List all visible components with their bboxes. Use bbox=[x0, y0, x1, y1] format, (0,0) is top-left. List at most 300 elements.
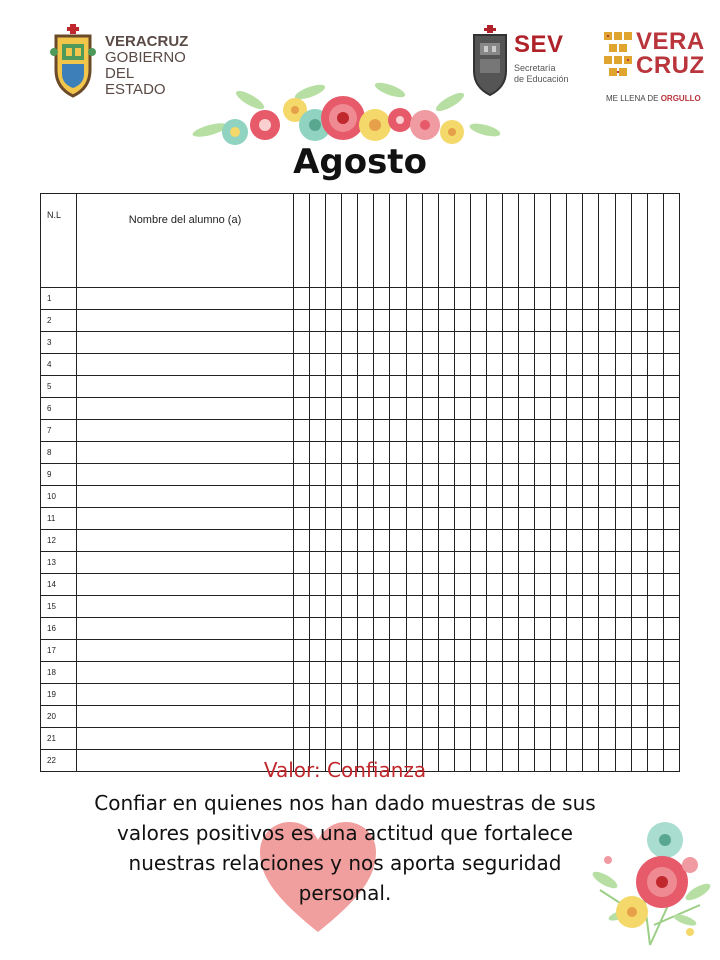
attendance-cell[interactable] bbox=[519, 288, 535, 310]
attendance-cell[interactable] bbox=[663, 486, 679, 508]
attendance-cell[interactable] bbox=[615, 662, 631, 684]
attendance-cell[interactable] bbox=[294, 684, 310, 706]
attendance-cell[interactable] bbox=[310, 618, 326, 640]
attendance-cell[interactable] bbox=[663, 310, 679, 332]
attendance-cell[interactable] bbox=[567, 288, 583, 310]
attendance-cell[interactable] bbox=[358, 420, 374, 442]
attendance-cell[interactable] bbox=[583, 332, 599, 354]
attendance-cell[interactable] bbox=[663, 442, 679, 464]
attendance-cell[interactable] bbox=[326, 728, 342, 750]
attendance-cell[interactable] bbox=[647, 310, 663, 332]
attendance-cell[interactable] bbox=[374, 552, 390, 574]
attendance-cell[interactable] bbox=[422, 728, 438, 750]
attendance-cell[interactable] bbox=[519, 640, 535, 662]
attendance-cell[interactable] bbox=[583, 310, 599, 332]
attendance-cell[interactable] bbox=[631, 618, 647, 640]
attendance-cell[interactable] bbox=[310, 464, 326, 486]
attendance-cell[interactable] bbox=[647, 618, 663, 640]
attendance-cell[interactable] bbox=[519, 332, 535, 354]
attendance-cell[interactable] bbox=[486, 354, 502, 376]
attendance-cell[interactable] bbox=[503, 640, 519, 662]
attendance-cell[interactable] bbox=[438, 376, 454, 398]
attendance-cell[interactable] bbox=[438, 618, 454, 640]
attendance-cell[interactable] bbox=[567, 574, 583, 596]
attendance-cell[interactable] bbox=[342, 552, 358, 574]
attendance-cell[interactable] bbox=[406, 662, 422, 684]
attendance-cell[interactable] bbox=[454, 508, 470, 530]
attendance-cell[interactable] bbox=[470, 640, 486, 662]
attendance-cell[interactable] bbox=[438, 530, 454, 552]
attendance-cell[interactable] bbox=[374, 332, 390, 354]
attendance-cell[interactable] bbox=[438, 354, 454, 376]
attendance-cell[interactable] bbox=[663, 618, 679, 640]
attendance-cell[interactable] bbox=[519, 552, 535, 574]
attendance-cell[interactable] bbox=[326, 420, 342, 442]
attendance-cell[interactable] bbox=[647, 684, 663, 706]
attendance-cell[interactable] bbox=[294, 398, 310, 420]
attendance-cell[interactable] bbox=[470, 728, 486, 750]
attendance-cell[interactable] bbox=[422, 596, 438, 618]
attendance-cell[interactable] bbox=[615, 376, 631, 398]
attendance-cell[interactable] bbox=[438, 552, 454, 574]
attendance-cell[interactable] bbox=[358, 464, 374, 486]
attendance-cell[interactable] bbox=[503, 706, 519, 728]
attendance-cell[interactable] bbox=[663, 596, 679, 618]
attendance-cell[interactable] bbox=[486, 596, 502, 618]
attendance-cell[interactable] bbox=[326, 552, 342, 574]
attendance-cell[interactable] bbox=[406, 706, 422, 728]
attendance-cell[interactable] bbox=[567, 332, 583, 354]
attendance-cell[interactable] bbox=[342, 728, 358, 750]
attendance-cell[interactable] bbox=[470, 552, 486, 574]
attendance-cell[interactable] bbox=[454, 684, 470, 706]
attendance-cell[interactable] bbox=[294, 530, 310, 552]
attendance-cell[interactable] bbox=[390, 728, 406, 750]
attendance-cell[interactable] bbox=[390, 464, 406, 486]
attendance-cell[interactable] bbox=[567, 552, 583, 574]
attendance-cell[interactable] bbox=[663, 420, 679, 442]
attendance-cell[interactable] bbox=[374, 530, 390, 552]
attendance-cell[interactable] bbox=[358, 508, 374, 530]
attendance-cell[interactable] bbox=[503, 618, 519, 640]
attendance-cell[interactable] bbox=[615, 354, 631, 376]
attendance-cell[interactable] bbox=[422, 706, 438, 728]
attendance-cell[interactable] bbox=[567, 684, 583, 706]
attendance-cell[interactable] bbox=[390, 596, 406, 618]
attendance-cell[interactable] bbox=[438, 310, 454, 332]
attendance-cell[interactable] bbox=[438, 706, 454, 728]
attendance-cell[interactable] bbox=[358, 596, 374, 618]
attendance-cell[interactable] bbox=[374, 618, 390, 640]
attendance-cell[interactable] bbox=[519, 398, 535, 420]
attendance-cell[interactable] bbox=[503, 486, 519, 508]
attendance-cell[interactable] bbox=[374, 486, 390, 508]
attendance-cell[interactable] bbox=[342, 288, 358, 310]
attendance-cell[interactable] bbox=[503, 574, 519, 596]
attendance-cell[interactable] bbox=[454, 398, 470, 420]
attendance-cell[interactable] bbox=[647, 486, 663, 508]
attendance-cell[interactable] bbox=[310, 486, 326, 508]
attendance-cell[interactable] bbox=[583, 376, 599, 398]
attendance-cell[interactable] bbox=[406, 618, 422, 640]
attendance-cell[interactable] bbox=[422, 332, 438, 354]
attendance-cell[interactable] bbox=[647, 354, 663, 376]
attendance-cell[interactable] bbox=[374, 640, 390, 662]
attendance-cell[interactable] bbox=[535, 662, 551, 684]
attendance-cell[interactable] bbox=[535, 332, 551, 354]
attendance-cell[interactable] bbox=[551, 486, 567, 508]
attendance-cell[interactable] bbox=[583, 398, 599, 420]
attendance-cell[interactable] bbox=[551, 530, 567, 552]
attendance-cell[interactable] bbox=[631, 596, 647, 618]
attendance-cell[interactable] bbox=[503, 552, 519, 574]
attendance-cell[interactable] bbox=[519, 420, 535, 442]
attendance-cell[interactable] bbox=[454, 662, 470, 684]
attendance-cell[interactable] bbox=[390, 706, 406, 728]
attendance-cell[interactable] bbox=[599, 354, 615, 376]
attendance-cell[interactable] bbox=[294, 310, 310, 332]
attendance-cell[interactable] bbox=[310, 596, 326, 618]
attendance-cell[interactable] bbox=[503, 376, 519, 398]
attendance-cell[interactable] bbox=[406, 596, 422, 618]
attendance-cell[interactable] bbox=[551, 442, 567, 464]
attendance-cell[interactable] bbox=[647, 530, 663, 552]
attendance-cell[interactable] bbox=[454, 530, 470, 552]
attendance-cell[interactable] bbox=[535, 530, 551, 552]
attendance-cell[interactable] bbox=[599, 332, 615, 354]
attendance-cell[interactable] bbox=[663, 376, 679, 398]
attendance-cell[interactable] bbox=[519, 354, 535, 376]
attendance-cell[interactable] bbox=[342, 398, 358, 420]
attendance-cell[interactable] bbox=[358, 310, 374, 332]
attendance-cell[interactable] bbox=[406, 728, 422, 750]
attendance-cell[interactable] bbox=[470, 442, 486, 464]
attendance-cell[interactable] bbox=[294, 420, 310, 442]
attendance-cell[interactable] bbox=[599, 662, 615, 684]
attendance-cell[interactable] bbox=[486, 684, 502, 706]
attendance-cell[interactable] bbox=[326, 640, 342, 662]
attendance-cell[interactable] bbox=[647, 376, 663, 398]
attendance-cell[interactable] bbox=[294, 464, 310, 486]
attendance-cell[interactable] bbox=[390, 354, 406, 376]
attendance-cell[interactable] bbox=[470, 618, 486, 640]
attendance-cell[interactable] bbox=[631, 332, 647, 354]
attendance-cell[interactable] bbox=[519, 530, 535, 552]
attendance-cell[interactable] bbox=[310, 574, 326, 596]
attendance-cell[interactable] bbox=[503, 662, 519, 684]
attendance-cell[interactable] bbox=[406, 288, 422, 310]
attendance-cell[interactable] bbox=[567, 376, 583, 398]
attendance-cell[interactable] bbox=[374, 464, 390, 486]
attendance-cell[interactable] bbox=[519, 464, 535, 486]
student-name-cell[interactable] bbox=[77, 332, 294, 354]
attendance-cell[interactable] bbox=[438, 508, 454, 530]
attendance-cell[interactable] bbox=[374, 684, 390, 706]
attendance-cell[interactable] bbox=[390, 684, 406, 706]
attendance-cell[interactable] bbox=[615, 618, 631, 640]
attendance-cell[interactable] bbox=[615, 684, 631, 706]
attendance-cell[interactable] bbox=[599, 574, 615, 596]
attendance-cell[interactable] bbox=[374, 398, 390, 420]
attendance-cell[interactable] bbox=[567, 618, 583, 640]
attendance-cell[interactable] bbox=[470, 574, 486, 596]
attendance-cell[interactable] bbox=[294, 288, 310, 310]
attendance-cell[interactable] bbox=[551, 728, 567, 750]
attendance-cell[interactable] bbox=[470, 530, 486, 552]
attendance-cell[interactable] bbox=[535, 728, 551, 750]
attendance-cell[interactable] bbox=[567, 398, 583, 420]
attendance-cell[interactable] bbox=[422, 508, 438, 530]
attendance-cell[interactable] bbox=[374, 442, 390, 464]
attendance-cell[interactable] bbox=[486, 464, 502, 486]
attendance-cell[interactable] bbox=[631, 530, 647, 552]
attendance-cell[interactable] bbox=[406, 640, 422, 662]
attendance-cell[interactable] bbox=[310, 640, 326, 662]
attendance-cell[interactable] bbox=[663, 398, 679, 420]
attendance-cell[interactable] bbox=[454, 574, 470, 596]
attendance-cell[interactable] bbox=[294, 486, 310, 508]
attendance-cell[interactable] bbox=[535, 706, 551, 728]
attendance-cell[interactable] bbox=[358, 398, 374, 420]
attendance-cell[interactable] bbox=[454, 288, 470, 310]
attendance-cell[interactable] bbox=[454, 376, 470, 398]
attendance-cell[interactable] bbox=[486, 574, 502, 596]
student-name-cell[interactable] bbox=[77, 442, 294, 464]
attendance-cell[interactable] bbox=[326, 442, 342, 464]
attendance-cell[interactable] bbox=[294, 376, 310, 398]
attendance-cell[interactable] bbox=[470, 464, 486, 486]
attendance-cell[interactable] bbox=[647, 706, 663, 728]
attendance-cell[interactable] bbox=[519, 310, 535, 332]
attendance-cell[interactable] bbox=[358, 332, 374, 354]
attendance-cell[interactable] bbox=[567, 706, 583, 728]
attendance-cell[interactable] bbox=[631, 288, 647, 310]
attendance-cell[interactable] bbox=[326, 684, 342, 706]
attendance-cell[interactable] bbox=[406, 354, 422, 376]
attendance-cell[interactable] bbox=[294, 706, 310, 728]
attendance-cell[interactable] bbox=[406, 464, 422, 486]
attendance-cell[interactable] bbox=[374, 310, 390, 332]
attendance-cell[interactable] bbox=[342, 442, 358, 464]
attendance-cell[interactable] bbox=[663, 706, 679, 728]
attendance-cell[interactable] bbox=[470, 596, 486, 618]
attendance-cell[interactable] bbox=[567, 640, 583, 662]
attendance-cell[interactable] bbox=[567, 420, 583, 442]
attendance-cell[interactable] bbox=[551, 552, 567, 574]
attendance-cell[interactable] bbox=[647, 662, 663, 684]
attendance-cell[interactable] bbox=[486, 552, 502, 574]
attendance-cell[interactable] bbox=[486, 618, 502, 640]
attendance-cell[interactable] bbox=[486, 530, 502, 552]
attendance-cell[interactable] bbox=[326, 574, 342, 596]
student-name-cell[interactable] bbox=[77, 662, 294, 684]
attendance-cell[interactable] bbox=[631, 728, 647, 750]
attendance-cell[interactable] bbox=[583, 618, 599, 640]
attendance-cell[interactable] bbox=[615, 288, 631, 310]
attendance-cell[interactable] bbox=[535, 508, 551, 530]
attendance-cell[interactable] bbox=[647, 508, 663, 530]
attendance-cell[interactable] bbox=[647, 442, 663, 464]
attendance-cell[interactable] bbox=[663, 530, 679, 552]
attendance-cell[interactable] bbox=[454, 442, 470, 464]
attendance-cell[interactable] bbox=[454, 618, 470, 640]
attendance-cell[interactable] bbox=[583, 464, 599, 486]
attendance-cell[interactable] bbox=[342, 618, 358, 640]
attendance-cell[interactable] bbox=[470, 288, 486, 310]
attendance-cell[interactable] bbox=[342, 530, 358, 552]
attendance-cell[interactable] bbox=[551, 464, 567, 486]
attendance-cell[interactable] bbox=[583, 684, 599, 706]
attendance-cell[interactable] bbox=[663, 288, 679, 310]
attendance-cell[interactable] bbox=[390, 552, 406, 574]
attendance-cell[interactable] bbox=[390, 508, 406, 530]
attendance-cell[interactable] bbox=[390, 640, 406, 662]
attendance-cell[interactable] bbox=[374, 728, 390, 750]
attendance-cell[interactable] bbox=[326, 530, 342, 552]
attendance-cell[interactable] bbox=[583, 420, 599, 442]
attendance-cell[interactable] bbox=[567, 728, 583, 750]
attendance-cell[interactable] bbox=[438, 486, 454, 508]
attendance-cell[interactable] bbox=[631, 552, 647, 574]
attendance-cell[interactable] bbox=[326, 706, 342, 728]
attendance-cell[interactable] bbox=[310, 552, 326, 574]
attendance-cell[interactable] bbox=[294, 574, 310, 596]
student-name-cell[interactable] bbox=[77, 640, 294, 662]
attendance-cell[interactable] bbox=[470, 332, 486, 354]
attendance-cell[interactable] bbox=[486, 706, 502, 728]
attendance-cell[interactable] bbox=[599, 288, 615, 310]
attendance-cell[interactable] bbox=[551, 354, 567, 376]
student-name-cell[interactable] bbox=[77, 354, 294, 376]
attendance-cell[interactable] bbox=[583, 706, 599, 728]
attendance-cell[interactable] bbox=[599, 684, 615, 706]
attendance-cell[interactable] bbox=[486, 442, 502, 464]
attendance-cell[interactable] bbox=[390, 574, 406, 596]
attendance-cell[interactable] bbox=[663, 332, 679, 354]
attendance-cell[interactable] bbox=[358, 618, 374, 640]
attendance-cell[interactable] bbox=[310, 288, 326, 310]
attendance-cell[interactable] bbox=[615, 464, 631, 486]
attendance-cell[interactable] bbox=[390, 288, 406, 310]
attendance-cell[interactable] bbox=[519, 684, 535, 706]
attendance-cell[interactable] bbox=[438, 684, 454, 706]
attendance-cell[interactable] bbox=[422, 640, 438, 662]
attendance-cell[interactable] bbox=[406, 508, 422, 530]
attendance-cell[interactable] bbox=[438, 442, 454, 464]
attendance-cell[interactable] bbox=[326, 596, 342, 618]
attendance-cell[interactable] bbox=[503, 288, 519, 310]
attendance-cell[interactable] bbox=[567, 442, 583, 464]
attendance-cell[interactable] bbox=[326, 398, 342, 420]
attendance-cell[interactable] bbox=[599, 618, 615, 640]
attendance-cell[interactable] bbox=[647, 640, 663, 662]
attendance-cell[interactable] bbox=[438, 332, 454, 354]
attendance-cell[interactable] bbox=[503, 596, 519, 618]
attendance-cell[interactable] bbox=[503, 332, 519, 354]
attendance-cell[interactable] bbox=[583, 530, 599, 552]
attendance-cell[interactable] bbox=[551, 574, 567, 596]
attendance-cell[interactable] bbox=[503, 464, 519, 486]
attendance-cell[interactable] bbox=[615, 530, 631, 552]
attendance-cell[interactable] bbox=[326, 310, 342, 332]
attendance-cell[interactable] bbox=[342, 684, 358, 706]
attendance-cell[interactable] bbox=[551, 596, 567, 618]
attendance-cell[interactable] bbox=[358, 662, 374, 684]
attendance-cell[interactable] bbox=[486, 640, 502, 662]
attendance-cell[interactable] bbox=[438, 398, 454, 420]
attendance-cell[interactable] bbox=[406, 398, 422, 420]
attendance-cell[interactable] bbox=[342, 464, 358, 486]
attendance-cell[interactable] bbox=[406, 552, 422, 574]
attendance-cell[interactable] bbox=[326, 618, 342, 640]
attendance-cell[interactable] bbox=[519, 508, 535, 530]
attendance-cell[interactable] bbox=[663, 552, 679, 574]
attendance-cell[interactable] bbox=[535, 640, 551, 662]
attendance-cell[interactable] bbox=[294, 728, 310, 750]
attendance-cell[interactable] bbox=[406, 310, 422, 332]
attendance-cell[interactable] bbox=[358, 376, 374, 398]
attendance-cell[interactable] bbox=[583, 442, 599, 464]
attendance-cell[interactable] bbox=[567, 310, 583, 332]
attendance-cell[interactable] bbox=[438, 728, 454, 750]
attendance-cell[interactable] bbox=[583, 288, 599, 310]
attendance-cell[interactable] bbox=[583, 640, 599, 662]
attendance-cell[interactable] bbox=[374, 596, 390, 618]
student-name-cell[interactable] bbox=[77, 596, 294, 618]
attendance-cell[interactable] bbox=[567, 464, 583, 486]
attendance-cell[interactable] bbox=[647, 574, 663, 596]
attendance-cell[interactable] bbox=[599, 728, 615, 750]
attendance-cell[interactable] bbox=[374, 354, 390, 376]
attendance-cell[interactable] bbox=[390, 398, 406, 420]
attendance-cell[interactable] bbox=[470, 706, 486, 728]
attendance-cell[interactable] bbox=[422, 464, 438, 486]
attendance-cell[interactable] bbox=[519, 442, 535, 464]
attendance-cell[interactable] bbox=[454, 310, 470, 332]
attendance-cell[interactable] bbox=[358, 640, 374, 662]
attendance-cell[interactable] bbox=[390, 420, 406, 442]
attendance-cell[interactable] bbox=[406, 574, 422, 596]
attendance-cell[interactable] bbox=[390, 662, 406, 684]
attendance-cell[interactable] bbox=[615, 640, 631, 662]
attendance-cell[interactable] bbox=[294, 596, 310, 618]
attendance-cell[interactable] bbox=[310, 376, 326, 398]
attendance-cell[interactable] bbox=[615, 596, 631, 618]
attendance-cell[interactable] bbox=[631, 442, 647, 464]
attendance-cell[interactable] bbox=[390, 376, 406, 398]
attendance-cell[interactable] bbox=[583, 552, 599, 574]
attendance-cell[interactable] bbox=[503, 530, 519, 552]
attendance-cell[interactable] bbox=[535, 442, 551, 464]
attendance-cell[interactable] bbox=[422, 310, 438, 332]
attendance-cell[interactable] bbox=[583, 596, 599, 618]
attendance-cell[interactable] bbox=[454, 464, 470, 486]
attendance-cell[interactable] bbox=[647, 398, 663, 420]
attendance-cell[interactable] bbox=[454, 640, 470, 662]
attendance-cell[interactable] bbox=[438, 596, 454, 618]
student-name-cell[interactable] bbox=[77, 530, 294, 552]
attendance-cell[interactable] bbox=[631, 706, 647, 728]
attendance-cell[interactable] bbox=[663, 662, 679, 684]
attendance-cell[interactable] bbox=[422, 420, 438, 442]
attendance-cell[interactable] bbox=[294, 508, 310, 530]
attendance-cell[interactable] bbox=[326, 464, 342, 486]
attendance-cell[interactable] bbox=[358, 288, 374, 310]
attendance-cell[interactable] bbox=[470, 398, 486, 420]
attendance-cell[interactable] bbox=[342, 640, 358, 662]
attendance-cell[interactable] bbox=[342, 508, 358, 530]
attendance-cell[interactable] bbox=[326, 376, 342, 398]
